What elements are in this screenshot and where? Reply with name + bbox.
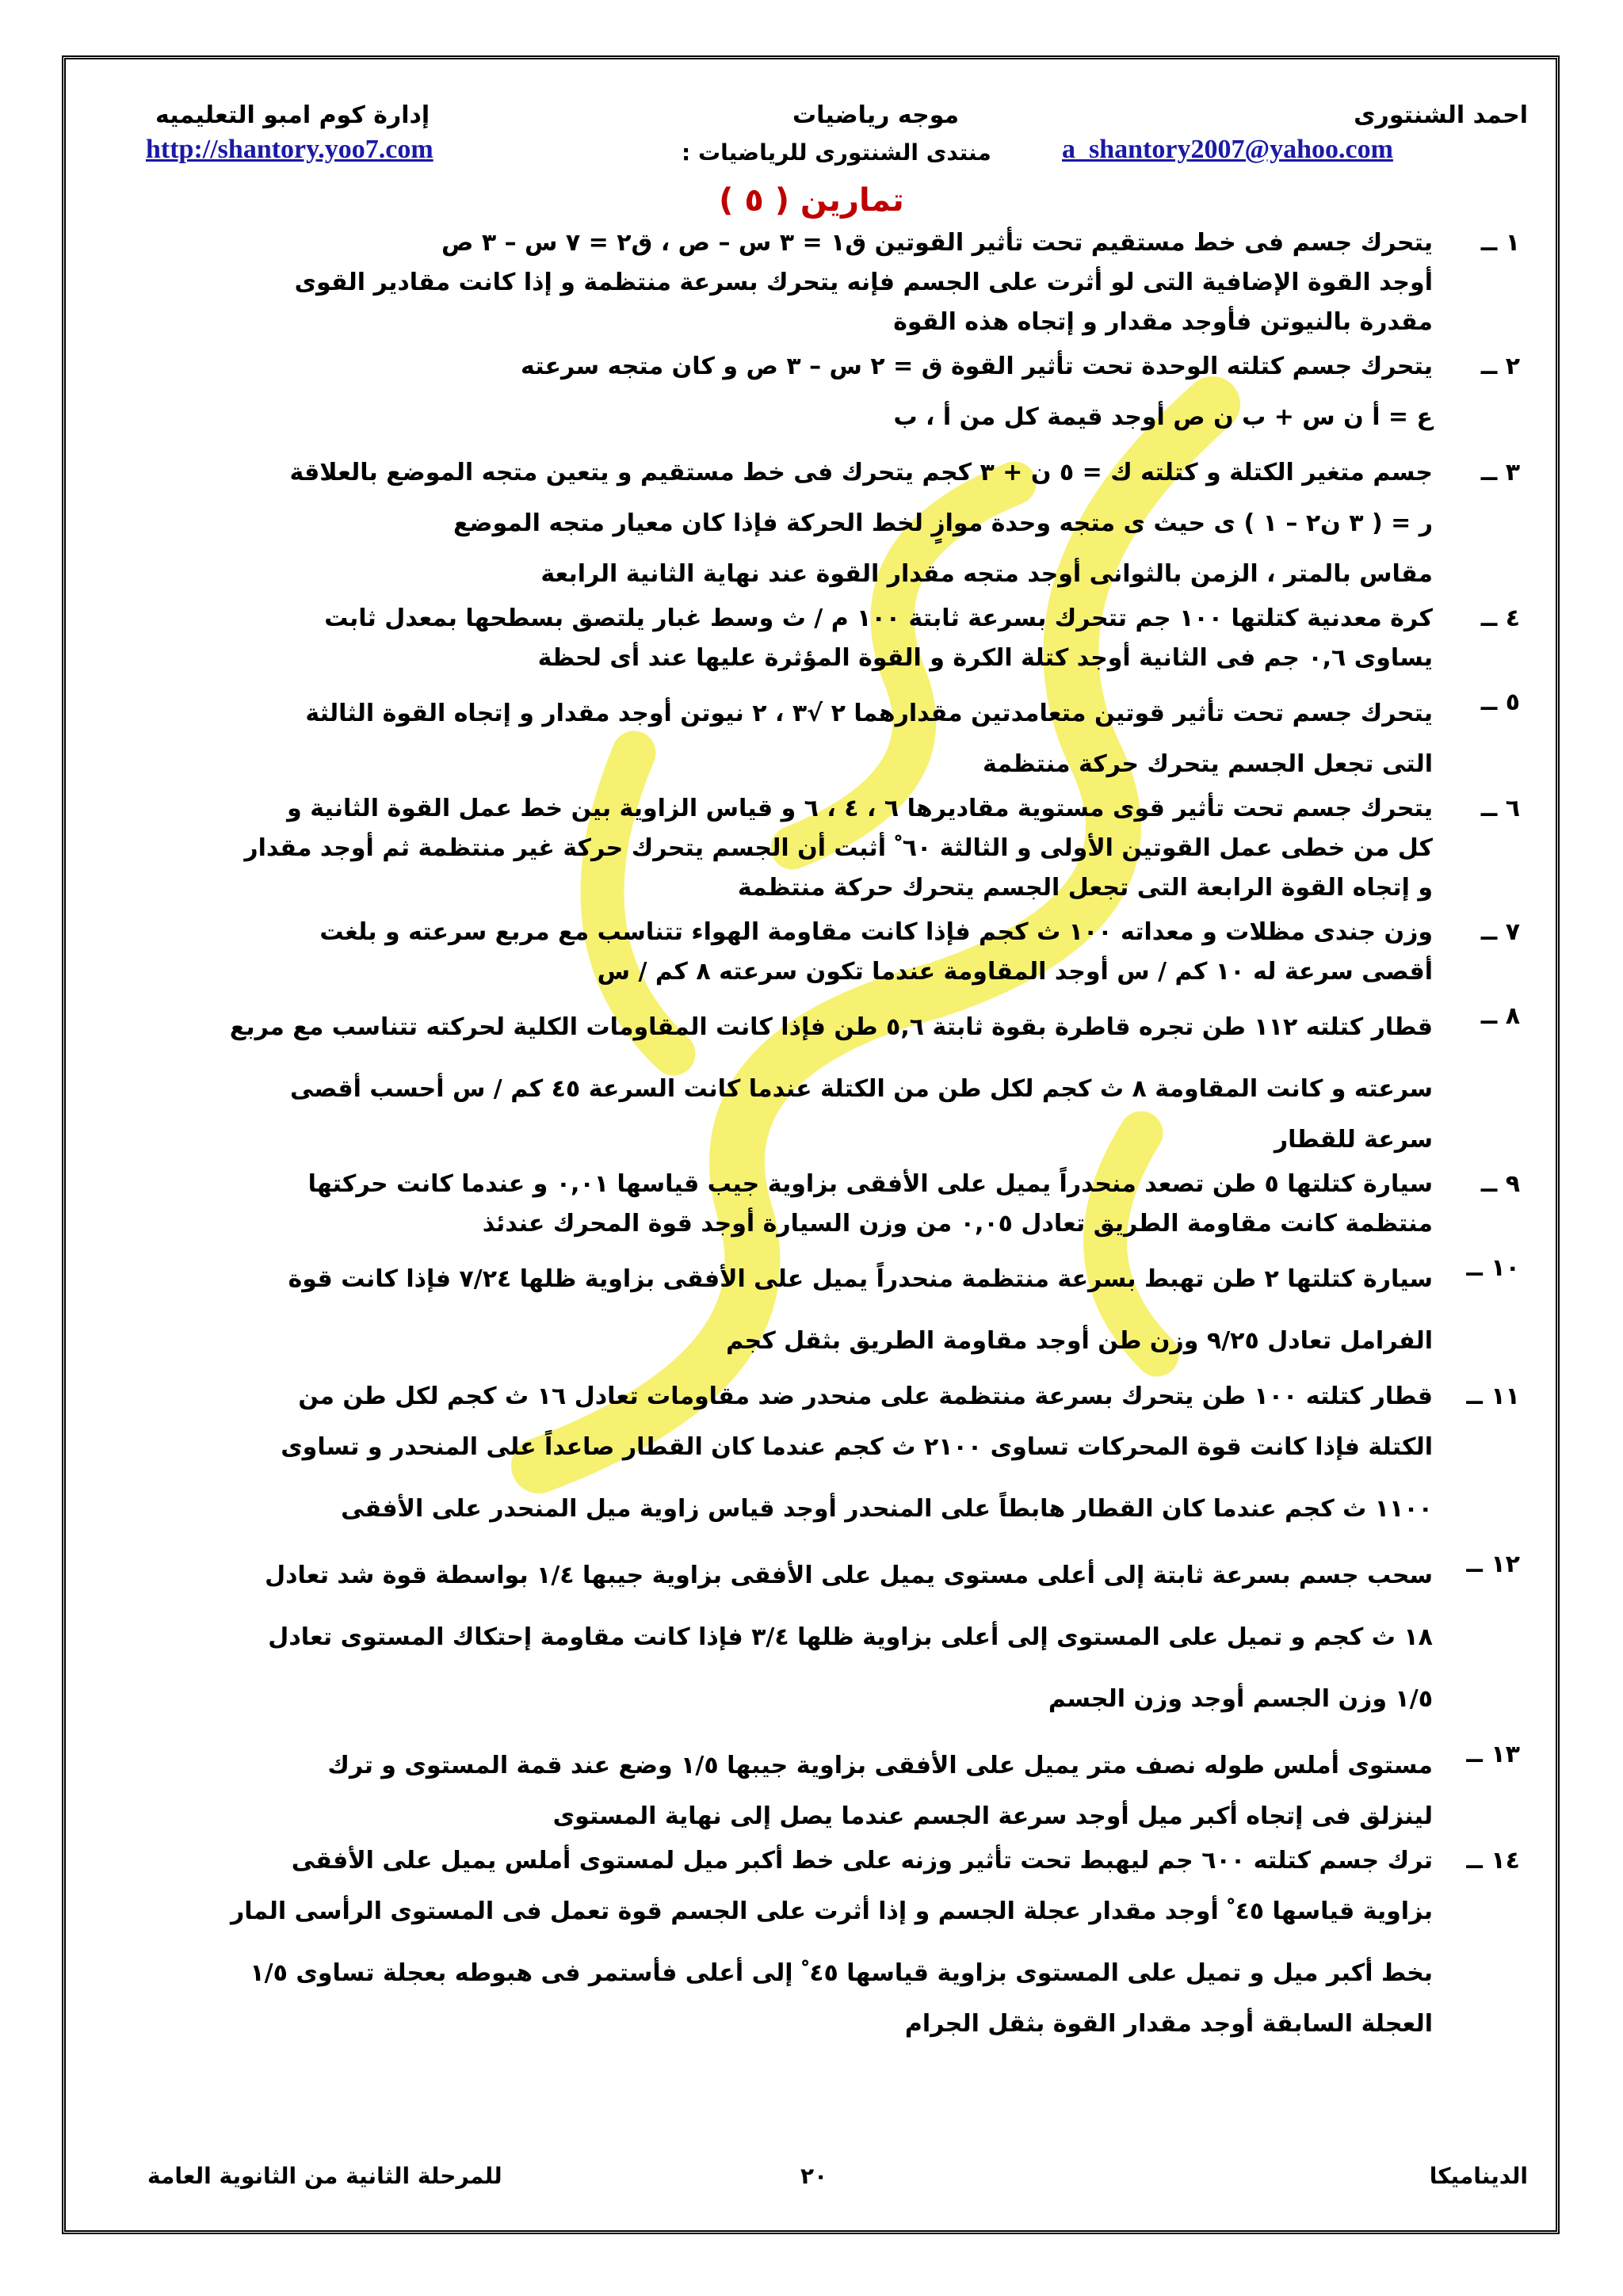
website-link[interactable]: http://shantory.yoo7.com <box>146 135 433 164</box>
exercise-item <box>125 223 1520 342</box>
exercise-line: ع = أ ن س + ب ن ص أوجد قيمة كل من أ ، ب <box>893 403 1433 431</box>
exercise-line: ١٨ ث كجم و تميل على المستوى إلى أعلى بزاوية ظلها ٣/٤ فإذا كانت مقاومة إحتكاك المستوى تعادل <box>268 1623 1433 1651</box>
exercise-number: ٤ ــ <box>1480 605 1520 632</box>
exercise-line: سحب جسم بسرعة ثابتة إلى أعلى مستوى يميل على الأفقى بزاوية جيبها ١/٤ بواسطة قوة شد تعادل <box>265 1562 1433 1589</box>
forum-label: منتدى الشنتورى للرياضيات : <box>682 139 991 166</box>
exercise-item <box>125 1165 1520 1244</box>
author-name: احمد الشنتورى <box>1354 101 1528 129</box>
exercise-line: سرعة للقطار <box>1274 1126 1433 1154</box>
exercise-line: و إتجاه القوة الرابعة التى تجعل الجسم يتحرك حركة منتظمة <box>737 874 1433 902</box>
exercise-item <box>125 1545 1520 1730</box>
exercise-line: يساوى ٠,٦ جم فى الثانية أوجد كتلة الكرة و القوة المؤثرة عليها عند أى لحظة <box>537 644 1433 672</box>
exercise-number: ٢ ــ <box>1480 353 1520 380</box>
page-number: ٢٠ <box>800 2163 828 2189</box>
exercise-line: قطار كتلته ١١٢ طن تجره قاطرة بقوة ثابتة ٥,٦ طن فإذا كانت المقاومات الكلية لحركته تتناسب مع مربع <box>229 1013 1433 1041</box>
exercise-line: لينزلق فى إتجاه أكبر ميل أوجد سرعة الجسم عندما يصل إلى نهاية المستوى <box>552 1802 1433 1830</box>
exercise-line: بخط أكبر ميل و تميل على المستوى بزاوية قياسها ٤٥ ْ إلى أعلى فأستمر فى هبوطه بعجلة تساوى ١/٥ <box>250 1959 1433 1987</box>
exercise-item <box>125 789 1520 908</box>
exercise-item <box>125 347 1520 448</box>
exercise-number: ١٢ ــ <box>1466 1550 1520 1578</box>
email-link[interactable]: a_shantory2007@yahoo.com <box>1062 135 1393 164</box>
exercise-number: ١٤ ــ <box>1466 1847 1520 1875</box>
exercise-line: جسم متغير الكتلة و كتلته ك = ٥ ن + ٣ كجم يتحرك فى خط مستقيم و يتعين متجه الموضع بالعلاقة <box>289 459 1433 486</box>
exercise-item <box>125 453 1520 594</box>
exercise-item <box>125 913 1520 992</box>
exercise-number: ٦ ــ <box>1480 795 1520 822</box>
footer-level: للمرحلة الثانية من الثانوية العامة <box>147 2163 502 2189</box>
exercise-number: ٩ ــ <box>1480 1170 1520 1198</box>
exercise-line: مقدرة بالنيوتن فأوجد مقدار و إتجاه هذه القوة <box>893 308 1433 336</box>
exercise-list <box>125 223 1520 2049</box>
role-label: موجه رياضيات <box>792 101 960 129</box>
exercise-line: وزن جندى مظلات و معداته ١٠٠ ث كجم فإذا كانت مقاومة الهواء تتناسب مع مربع سرعته و بلغت <box>319 918 1433 946</box>
exercise-number: ١ ــ <box>1480 229 1520 257</box>
exercise-line: ر = ( ٣ ن٢ – ١ ) ى حيث ى متجه وحدة موازٍ لخط الحركة فإذا كان معيار متجه الموضع <box>453 509 1433 537</box>
exercise-line: يتحرك جسم فى خط مستقيم تحت تأثير القوتين ق١ = ٣ س – ص ، ق٢ = ٧ س – ٣ ص <box>441 229 1433 257</box>
page-title: تمارين ( ٥ ) <box>719 182 904 219</box>
exercise-line: قطار كتلته ١٠٠ طن يتحرك بسرعة منتظمة على منحدر ضد مقاومات تعادل ١٦ ث كجم لكل طن من <box>298 1383 1433 1410</box>
exercise-line: التى تجعل الجسم يتحرك حركة منتظمة <box>983 750 1433 778</box>
administration-label: إدارة كوم امبو التعليميه <box>155 101 430 129</box>
exercise-line: سيارة كتلتها ٢ طن تهبط بسرعة منتظمة منحدراً يميل على الأفقى بزاوية ظلها ٧/٢٤ فإذا كانت قوة <box>288 1265 1433 1293</box>
exercise-number: ٣ ــ <box>1480 459 1520 486</box>
exercise-number: ٨ ــ <box>1480 1002 1520 1030</box>
exercise-item <box>125 1249 1520 1372</box>
exercise-line: مستوى أملس طوله نصف متر يميل على الأفقى بزاوية جيبها ١/٥ وضع عند قمة المستوى و ترك <box>327 1752 1433 1779</box>
exercise-line: أوجد القوة الإضافية التى لو أثرت على الجسم فإنه يتحرك بسرعة منتظمة و إذا كانت مقادير القوى <box>294 269 1433 296</box>
exercise-line: ١١٠٠ ث كجم عندما كان القطار هابطاً على المنحدر أوجد قياس زاوية ميل المنحدر على الأفقى <box>341 1495 1433 1523</box>
exercise-line: ترك جسم كتلته ٦٠٠ جم ليهبط تحت تأثير وزنه على خط أكبر ميل لمستوى أملس يميل على الأفقى <box>291 1847 1433 1875</box>
exercise-line: سيارة كتلتها ٥ طن تصعد منحدراً يميل على الأفقى بزاوية جيب قياسها ٠,٠١ و عندما كانت حركتها <box>307 1170 1433 1198</box>
footer-subject: الديناميكا <box>1429 2163 1528 2189</box>
exercise-line: ١/٥ وزن الجسم أوجد وزن الجسم <box>1048 1685 1433 1713</box>
exercise-line: الفرامل تعادل ٩/٢٥ وزن طن أوجد مقاومة الطريق بثقل كجم <box>726 1327 1433 1355</box>
exercise-number: ١١ ــ <box>1466 1383 1520 1410</box>
exercise-item <box>125 1377 1520 1540</box>
exercise-number: ٧ ــ <box>1480 918 1520 946</box>
exercise-line: منتظمة كانت مقاومة الطريق تعادل ٠,٠٥ من وزن السيارة أوجد قوة المحرك عندئذ <box>482 1210 1433 1238</box>
exercise-line: يتحرك جسم تحت تأثير قوتين متعامدتين مقدارهما ٢ √٣ ، ٢ نيوتن أوجد مقدار و إتجاه القوة الثالثة <box>305 700 1433 727</box>
exercise-item <box>125 599 1520 678</box>
exercise-line: يتحرك جسم كتلته الوحدة تحت تأثير القوة ق = ٢ س – ٣ ص و كان متجه سرعته <box>521 353 1433 380</box>
exercise-line: مقاس بالمتر ، الزمن بالثوانى أوجد متجه مقدار القوة عند نهاية الثانية الرابعة <box>540 560 1433 588</box>
exercise-number: ٥ ــ <box>1480 688 1520 716</box>
exercise-item <box>125 1841 1520 2044</box>
exercise-line: سرعته و كانت المقاومة ٨ ث كجم لكل طن من الكتلة عندما كانت السرعة ٤٥ كم / س أحسب أقصى <box>290 1075 1433 1103</box>
exercise-line: العجلة السابقة أوجد مقدار القوة بثقل الجرام <box>904 2010 1433 2038</box>
exercise-number: ١٠ ــ <box>1466 1254 1520 1282</box>
exercise-item <box>125 683 1520 784</box>
exercise-line: أقصى سرعة له ١٠ كم / س أوجد المقاومة عندما تكون سرعته ٨ كم / س <box>597 958 1433 986</box>
exercise-line: كل من خطى عمل القوتين الأولى و الثالثة ٦٠ ْ أثبت أن الجسم يتحرك حركة غير منتظمة ثم أوجد مقدار <box>244 834 1433 862</box>
exercise-number: ١٣ ــ <box>1466 1741 1520 1768</box>
exercise-line: يتحرك جسم تحت تأثير قوى مستوية مقاديرها ٦ ، ٤ ، ٦ و قياس الزاوية بين خط عمل القوة الثانية و <box>287 795 1433 822</box>
exercise-line: الكتلة فإذا كانت قوة المحركات تساوى ٢١٠٠ ث كجم عندما كان القطار صاعداً على المنحدر و تساوى <box>281 1433 1433 1461</box>
exercise-item <box>125 997 1520 1160</box>
exercise-line: بزاوية قياسها ٤٥ ْ أوجد مقدار عجلة الجسم و إذا أثرت على الجسم قوة تعمل فى المستوى الرأسى المار <box>231 1897 1433 1925</box>
exercise-line: كرة معدنية كتلتها ١٠٠ جم تتحرك بسرعة ثابتة ١٠٠ م / ث وسط غبار يلتصق بسطحها بمعدل ثابت <box>324 605 1433 632</box>
exercise-item <box>125 1735 1520 1836</box>
